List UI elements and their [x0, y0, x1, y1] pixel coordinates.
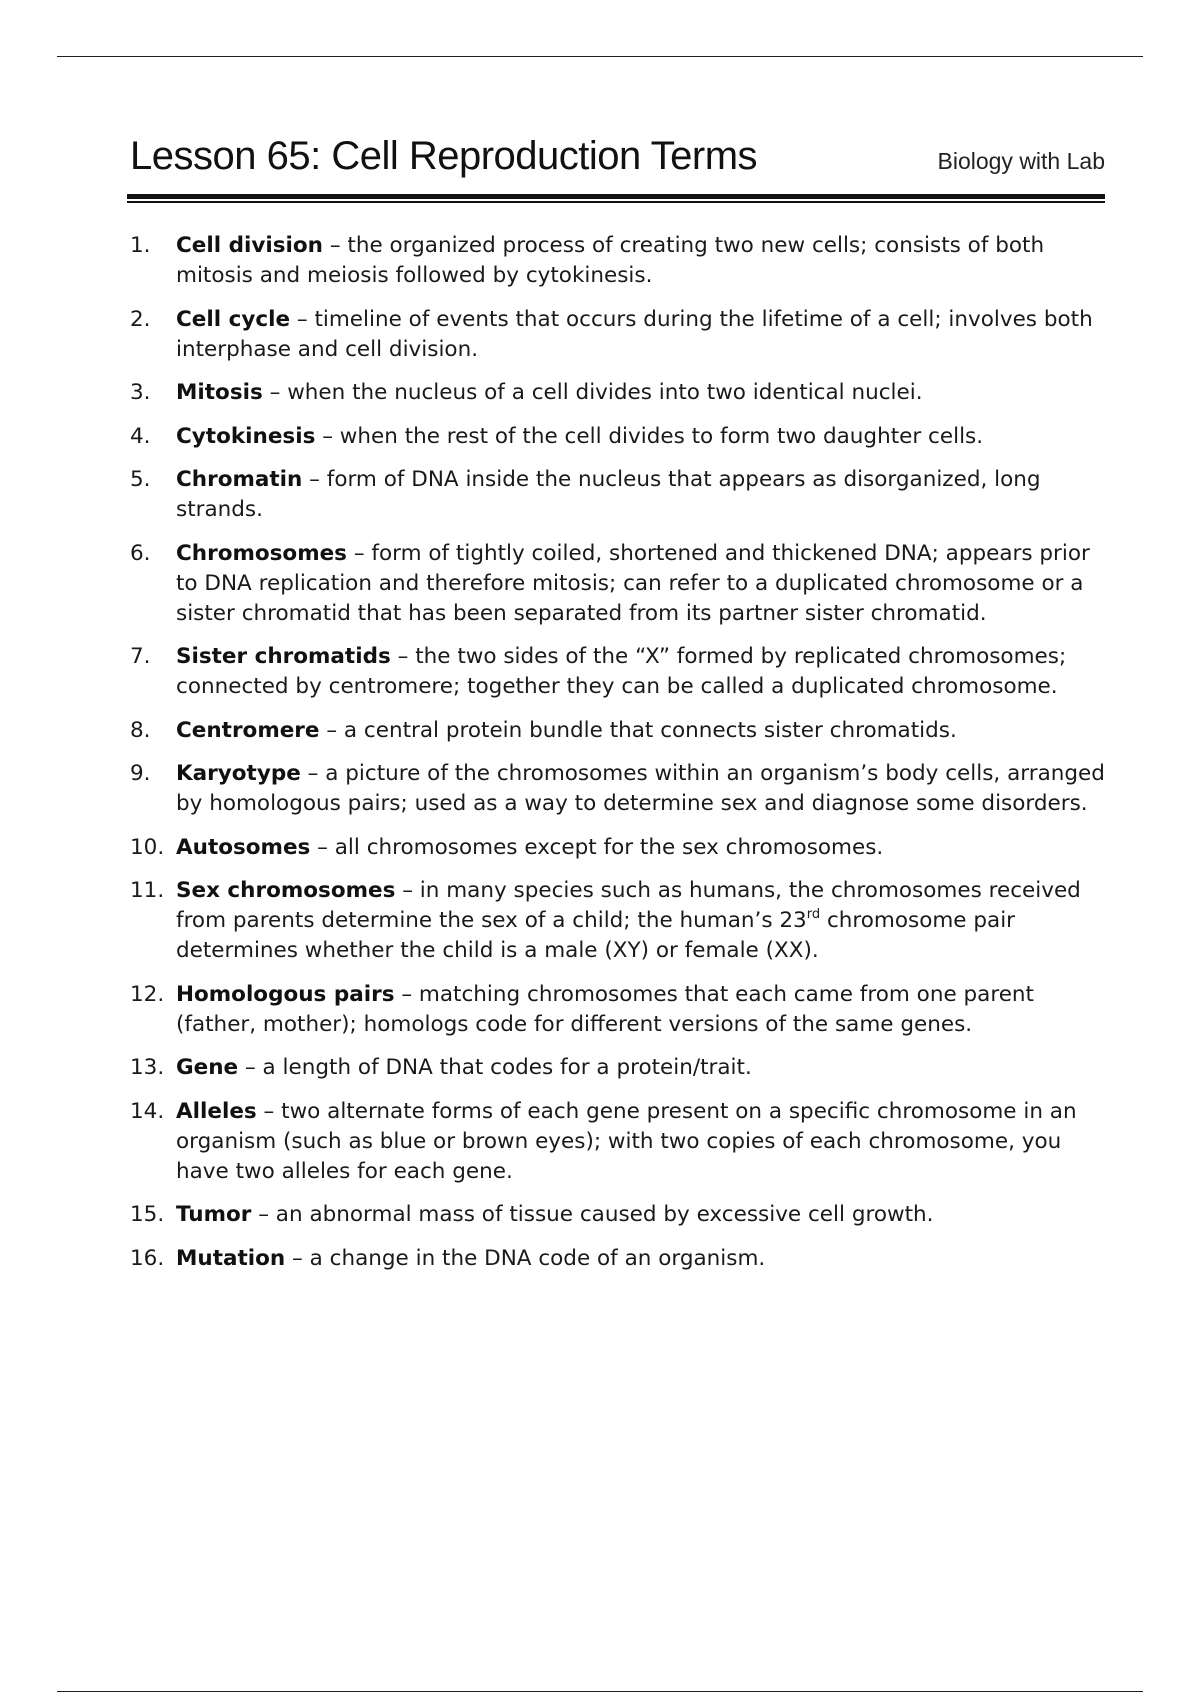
term-word: Karyotype	[176, 761, 301, 786]
term-number: 12.	[130, 981, 165, 1007]
header-rule-thin	[127, 201, 1105, 203]
term-number: 13.	[130, 1055, 165, 1080]
term-word: Sex chromosomes	[176, 878, 396, 903]
term-item	[130, 378, 1105, 408]
terms-list	[130, 231, 1105, 1287]
term-number: 8.	[130, 717, 151, 743]
term-word: Homologous pairs	[176, 981, 395, 1007]
term-item	[130, 716, 1105, 746]
term-definition: – form of DNA inside the nucleus that appears as disorganized, long strands.	[176, 467, 1041, 522]
term-word: Cell cycle	[176, 306, 291, 332]
term-definition: – the organized process of creating two new cells; consists of both mitosis and meiosis followed by cytokinesis.	[176, 233, 1045, 288]
term-number: 1.	[130, 233, 151, 258]
term-word: Gene	[176, 1055, 239, 1080]
term-item	[130, 1200, 1105, 1230]
term-item	[130, 1097, 1105, 1187]
term-word: Chromatin	[176, 467, 303, 492]
top-rule	[57, 56, 1143, 57]
term-item	[130, 759, 1105, 819]
term-definition-continued: chromosome pair determines whether the child is a male (XY) or female (XX).	[176, 908, 1016, 963]
term-definition: – when the nucleus of a cell divides into two identical nuclei.	[262, 380, 923, 405]
term-word: Chromosomes	[176, 540, 347, 566]
term-definition: – in many species such as humans, the chromosomes received from parents determine the sex of a child; the human’s 23	[176, 878, 1081, 933]
term-item	[130, 539, 1105, 629]
term-definition: – a central protein bundle that connects sister chromatids.	[319, 717, 957, 743]
term-number: 5.	[130, 467, 151, 492]
term-word: Sister chromatids	[176, 644, 391, 669]
term-word: Mutation	[176, 1245, 286, 1271]
header-rule	[127, 194, 1105, 203]
term-number: 3.	[130, 380, 151, 405]
term-item	[130, 833, 1105, 863]
term-number: 4.	[130, 423, 151, 449]
term-number: 2.	[130, 306, 151, 332]
term-definition: – two alternate forms of each gene present on a specific chromosome in an organism (such as blue or brown eyes); with two copies of each chromosome, you have two alleles for each gene.	[176, 1098, 1077, 1184]
term-definition: – timeline of events that occurs during the lifetime of a cell; involves both interphase and cell division.	[176, 306, 1093, 362]
term-number: 10.	[130, 834, 165, 860]
term-definition: – matching chromosomes that each came from one parent (father, mother); homologs code for different versions of the same genes.	[176, 981, 1034, 1037]
term-number: 14.	[130, 1098, 165, 1124]
term-word: Centromere	[176, 717, 320, 743]
term-item	[130, 1053, 1105, 1083]
term-definition: – an abnormal mass of tissue caused by excessive cell growth.	[251, 1202, 934, 1227]
term-definition: – a change in the DNA code of an organism.	[285, 1245, 766, 1271]
term-definition: – a length of DNA that codes for a protein/trait.	[238, 1055, 752, 1080]
term-word: Autosomes	[176, 834, 311, 860]
term-definition: – when the rest of the cell divides to form two daughter cells.	[315, 423, 984, 449]
term-number: 6.	[130, 540, 151, 566]
term-definition: – form of tightly coiled, shortened and thickened DNA; appears prior to DNA replication and therefore mitosis; can refer to a duplicated chromosome or a sister chromatid that has been separated from its partner sister chromatid.	[176, 540, 1090, 626]
term-number: 16.	[130, 1245, 165, 1271]
term-definition: – a picture of the chromosomes within an organism’s body cells, arranged by homologous pairs; used as a way to determine sex and diagnose some disorders.	[176, 761, 1105, 816]
term-word: Cell division	[176, 233, 323, 258]
term-item	[130, 465, 1105, 525]
header-rule-thick	[127, 194, 1105, 199]
term-number: 15.	[130, 1202, 165, 1227]
term-item	[130, 1244, 1105, 1274]
page-header	[130, 126, 1105, 182]
term-number: 11.	[130, 878, 165, 903]
term-item	[130, 876, 1105, 966]
term-word: Tumor	[176, 1202, 252, 1227]
bottom-rule	[57, 1691, 1143, 1692]
term-item	[130, 422, 1105, 452]
course-name: Biology with Lab	[937, 148, 1105, 174]
term-word: Mitosis	[176, 380, 263, 405]
term-number: 9.	[130, 761, 151, 786]
term-item	[130, 231, 1105, 291]
page-title: Lesson 65: Cell Reproduction Terms	[130, 134, 758, 178]
term-definition: – the two sides of the “X” formed by replicated chromosomes; connected by centromere; together they can be called a duplicated chromosome.	[176, 644, 1067, 699]
ordinal-superscript: rd	[806, 907, 821, 922]
term-word: Alleles	[176, 1098, 257, 1124]
term-definition: – all chromosomes except for the sex chromosomes.	[310, 834, 884, 860]
term-item	[130, 980, 1105, 1040]
term-item	[130, 642, 1105, 702]
term-word: Cytokinesis	[176, 423, 316, 449]
term-item	[130, 305, 1105, 365]
term-number: 7.	[130, 644, 151, 669]
